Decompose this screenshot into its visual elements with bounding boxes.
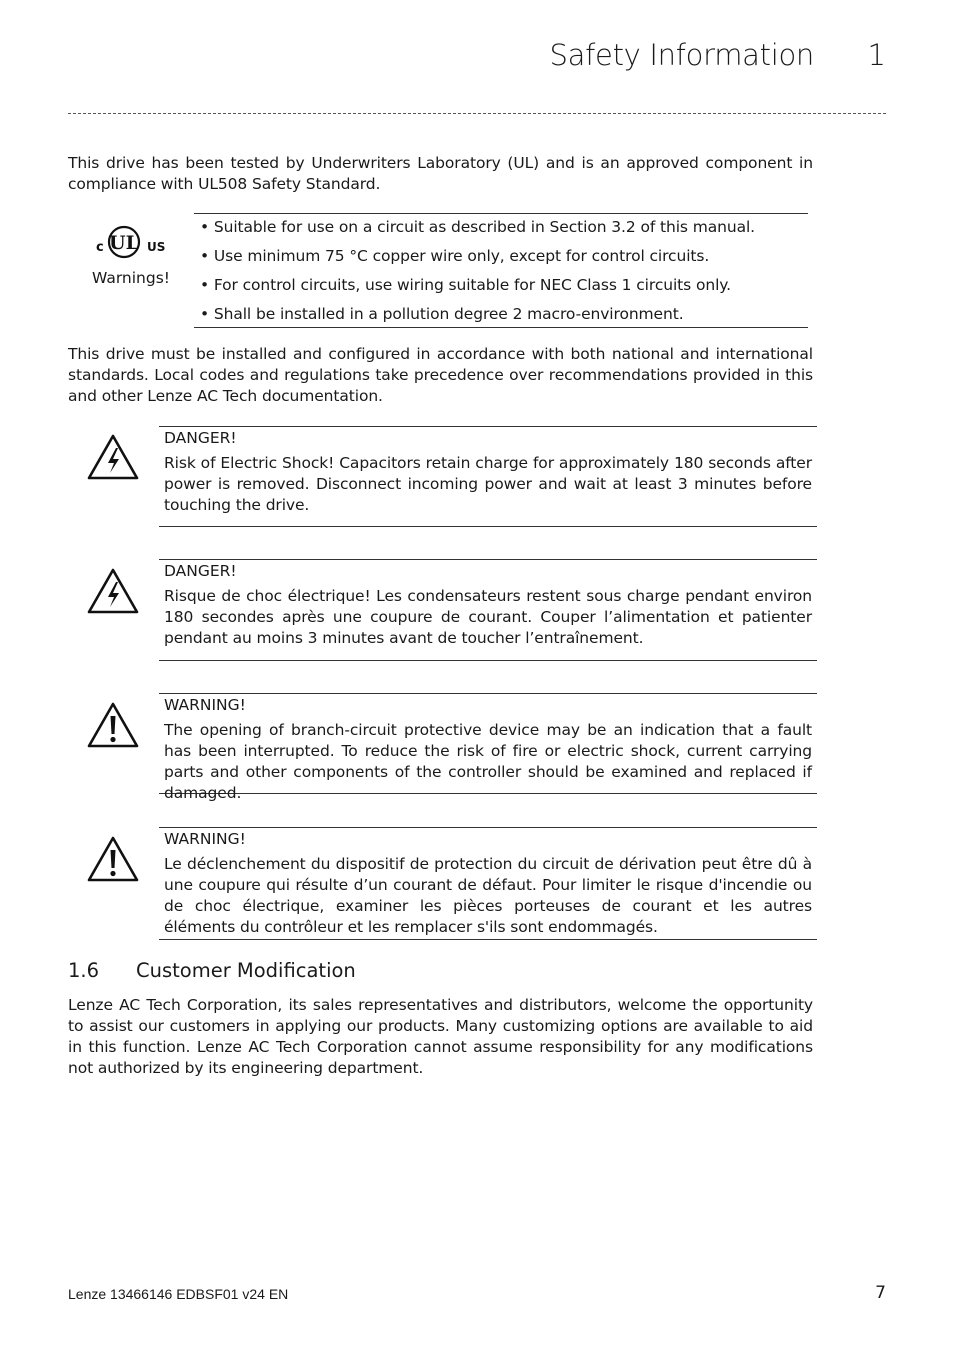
chapter-number: 1	[867, 38, 886, 72]
notice-text: Risk of Electric Shock! Capacitors retain charge for approximately 180 seconds after power is removed. Disconnect incoming power and wait at least 3 minutes before touching the drive.	[164, 454, 812, 514]
warning-notice	[159, 827, 817, 940]
danger-notice	[159, 559, 817, 661]
intro-paragraph: This drive has been tested by Underwriters Laboratory (UL) and is an approved component in compliance with UL508 Safety Standard.	[68, 154, 813, 193]
section-title: Customer Modification	[136, 959, 356, 982]
installation-paragraph: This drive must be installed and configured in accordance with both national and international standards. Local codes and regulations take precedence over recommendations provided in this and other Lenze AC Tech documentation.	[68, 345, 813, 405]
notice-text: Risque de choc électrique! Les condensateurs restent sous charge pendant environ 180 secondes après une coupure de courant. Couper l’alimentation et patienter pendant au moins 3 minutes avant de toucher l’entraînement.	[164, 587, 812, 647]
notice-text: Le déclenchement du dispositif de protection du circuit de dérivation peut être dû à une coupure qui résulte d’un courant de défaut. Pour limiter le risque d'incendie ou de choc électrique, examiner les pièces porteuses de courant et les autres éléments du contrôleur et les remplacer s'ils sont endommagés.	[164, 855, 812, 936]
list-item: • Shall be installed in a pollution degree 2 macro-environment.	[200, 305, 684, 323]
notice-title: WARNING!	[164, 830, 246, 848]
danger-notice	[159, 426, 817, 527]
list-item: • Use minimum 75 °C copper wire only, except for control circuits.	[200, 247, 710, 265]
section-body: Lenze AC Tech Corporation, its sales representatives and distributors, welcome the opportunity to assist our customers in applying our products. Many customizing options are available to aid in this function. Lenze AC Tech Corporation cannot assume responsibility for any modifications not authorized by its engineering department.	[68, 996, 813, 1077]
notice-title: DANGER!	[164, 429, 237, 447]
notice-title: DANGER!	[164, 562, 237, 580]
ul-logo-c: c	[96, 240, 104, 255]
general-warning-icon	[86, 701, 140, 749]
list-item: • Suitable for use on a circuit as described in Section 3.2 of this manual.	[200, 218, 755, 236]
electric-shock-warning-icon	[86, 567, 140, 615]
ul-listed-logo	[96, 222, 166, 262]
list-item: • For control circuits, use wiring suitable for NEC Class 1 circuits only.	[200, 276, 731, 294]
footer-document-id: Lenze 13466146 EDBSF01 v24 EN	[68, 1286, 289, 1302]
header-divider	[68, 113, 886, 114]
notice-text: The opening of branch-circuit protective device may be an indication that a fault has been interrupted. To reduce the risk of fire or electric shock, current carrying parts and other components of the controller should be examined and replaced if damaged.	[164, 721, 812, 802]
warning-notice	[159, 693, 817, 802]
ul-requirements-list	[194, 213, 808, 328]
electric-shock-warning-icon	[86, 433, 140, 481]
ul-logo-ul: UL	[109, 232, 139, 254]
notice-title: WARNING!	[164, 696, 246, 714]
section-number: 1.6	[68, 959, 100, 982]
page-number: 7	[875, 1283, 886, 1303]
ul-logo-us: US	[147, 240, 166, 254]
page-header-title: Safety Information	[549, 38, 814, 72]
ul-warnings-caption: Warnings!	[91, 269, 170, 287]
general-warning-icon	[86, 835, 140, 883]
